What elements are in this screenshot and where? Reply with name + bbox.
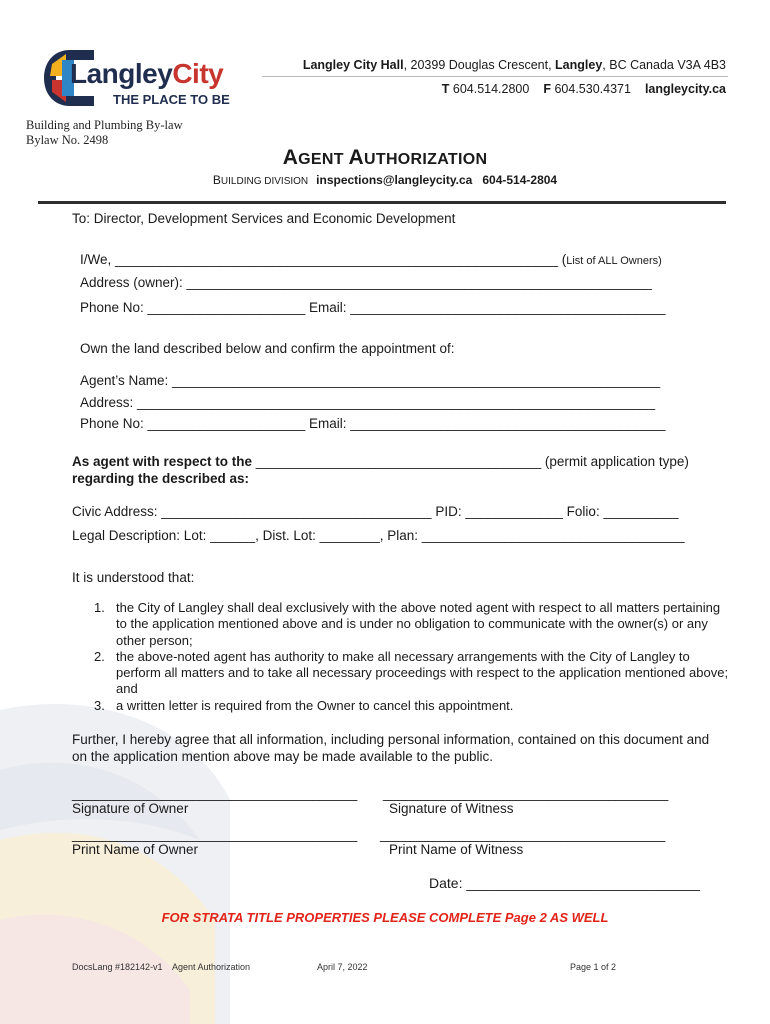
addressee: To: Director, Development Services and Economic Development: [72, 211, 456, 226]
logo-tagline: THE PLACE TO BE: [113, 92, 230, 107]
witness-print-line[interactable]: ______________________________________: [380, 827, 666, 842]
owner-address-field[interactable]: Address (owner): ______________________________________________________________: [80, 275, 653, 290]
header-address: Langley City Hall, 20399 Douglas Crescent, Langley, BC Canada V3A 4B3: [302, 58, 726, 72]
header-rule: [262, 76, 728, 77]
owner-signature-line[interactable]: ______________________________________: [72, 786, 358, 801]
date-field[interactable]: Date: ______________________________: [429, 875, 700, 891]
witness-signature-label: Signature of Witness: [389, 801, 514, 816]
owner-print-label: Print Name of Owner: [72, 842, 199, 857]
regarding-label: regarding the described as:: [72, 471, 250, 486]
strata-notice: FOR STRATA TITLE PROPERTIES PLEASE COMPLETE Page 2 AS WELL: [161, 910, 609, 925]
title-rule: [38, 201, 726, 204]
conditions-list: [94, 600, 734, 714]
footer-doc-ref: DocsLang #182142-v1: [72, 962, 163, 972]
website-link[interactable]: langleycity.ca: [644, 82, 726, 96]
header-contact: T 604.514.2800 F 604.530.4371 langleycity.ca: [441, 82, 726, 96]
owner-signature-label: Signature of Owner: [72, 801, 189, 816]
division-contact: BUILDING DIVISION inspections@langleycity.ca 604-514-2804: [212, 173, 558, 187]
agent-phone-email-field[interactable]: Phone No: _____________________ Email: __________________________________________: [80, 416, 666, 431]
witness-print-label: Print Name of Witness: [389, 842, 524, 857]
division-email[interactable]: inspections@langleycity.ca: [316, 173, 473, 187]
footer-date: April 7, 2022: [317, 962, 368, 972]
owner-names-field[interactable]: I/We, ___________________________________________________________ (List of ALL Owners): [80, 252, 662, 267]
agreement-paragraph: Further, I hereby agree that all information, including personal information, contained on this document and on the application mention above may be made available to the public.: [72, 732, 710, 764]
agent-address-field[interactable]: Address: _____________________________________________________________________: [80, 395, 656, 410]
page-title: AGENT AUTHORIZATION: [282, 146, 488, 169]
understood-heading: It is understood that:: [72, 570, 195, 585]
owner-print-line[interactable]: ______________________________________: [72, 827, 358, 842]
civic-address-field[interactable]: Civic Address: ____________________________________ PID: _____________ Folio: __________: [72, 504, 679, 519]
list-item: 3. a written letter is required from the Owner to cancel this appointment.: [94, 697, 514, 713]
list-item: 1. the City of Langley shall deal exclusively with the above noted agent with respect to all matters pertaining to the application mentioned above and is under no obligation to communicate with the owner(s) or any other person;: [94, 600, 721, 648]
footer-page-number: Page 1 of 2: [570, 962, 617, 972]
witness-signature-line[interactable]: ______________________________________: [383, 786, 669, 801]
logo-wordmark: LangleyCity: [70, 58, 224, 89]
permit-type-field[interactable]: As agent with respect to the ______________________________________ (permit application type): [72, 454, 689, 469]
bylaw-reference: Building and Plumbing By-law Bylaw No. 2498: [26, 118, 183, 147]
own-land-statement: Own the land described below and confirm the appointment of:: [80, 341, 455, 356]
legal-description-field[interactable]: Legal Description: Lot: ______, Dist. Lot: ________, Plan: ___________________________________: [72, 528, 685, 543]
owner-phone-email-field[interactable]: Phone No: _____________________ Email: __________________________________________: [80, 300, 666, 315]
agent-name-field[interactable]: Agent’s Name: _________________________________________________________________: [80, 373, 661, 388]
list-item: 2. the above-noted agent has authority to make all necessary arrangements with the City of Langley to perform all matters and to take all necessary proceedings with respect to the application mentioned above; and: [94, 648, 729, 697]
footer-doc-name: Agent Authorization: [172, 962, 251, 972]
